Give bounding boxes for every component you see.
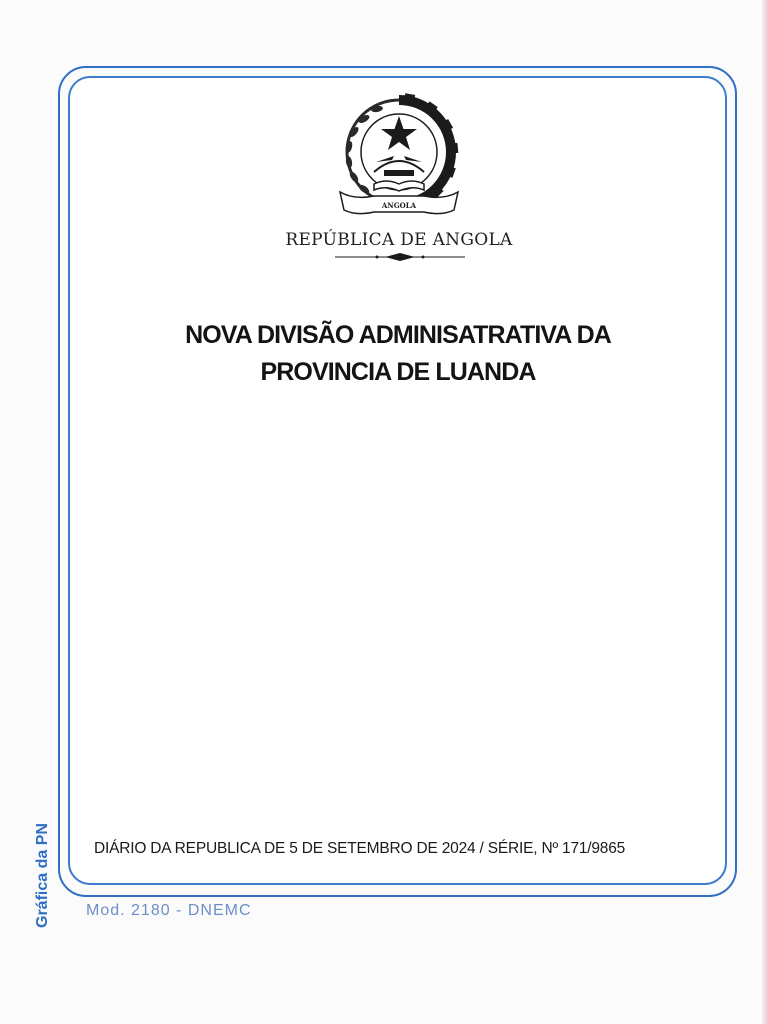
ornament-divider bbox=[335, 252, 465, 262]
svg-text:ANGOLA: ANGOLA bbox=[381, 201, 417, 210]
printer-label: Gráfica da PN bbox=[34, 823, 51, 928]
title-line-2: PROVINCIA DE LUANDA bbox=[260, 358, 536, 386]
page-edge bbox=[762, 0, 768, 1024]
model-code: Mod. 2180 - DNEMC bbox=[86, 902, 252, 919]
country-name: REPÚBLICA DE ANGOLA bbox=[285, 230, 513, 250]
document-title bbox=[120, 317, 676, 391]
title-line-1: NOVA DIVISÃO ADMINISATRATIVA DA bbox=[185, 321, 611, 349]
angola-coat-of-arms-icon bbox=[334, 92, 464, 224]
publication-reference: DIÁRIO DA REPUBLICA DE 5 DE SETEMBRO DE 2024 / SÉRIE, Nº 171/9865 bbox=[94, 840, 626, 857]
